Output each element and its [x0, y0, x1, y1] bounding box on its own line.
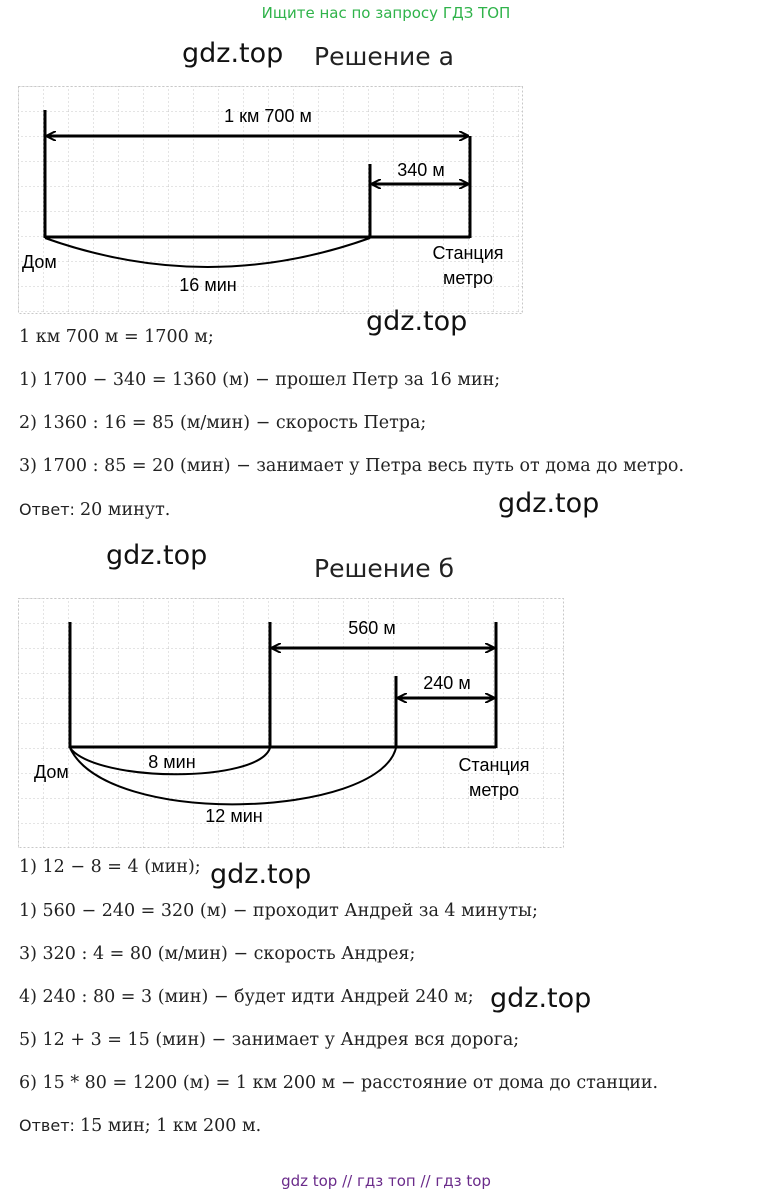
time-label: 16 мин [179, 275, 237, 295]
solution-b-line: 6) 15 * 80 = 1200 (м) = 1 км 200 м − расстояние от дома до станции. [19, 1073, 659, 1093]
answer-value: 15 мин; 1 км 200 м. [80, 1116, 262, 1136]
twelve-min-label: 12 мин [205, 806, 263, 826]
solution-b-line: 4) 240 : 80 = 3 (мин) − будет идти Андрей 240 м; [19, 987, 474, 1007]
solution-b-title: Решение б [314, 554, 455, 583]
station-label: Станция [458, 755, 530, 775]
solution-a-line: 2) 1360 : 16 = 85 (м/мин) − скорость Петра; [19, 413, 427, 433]
grid-background [18, 598, 564, 848]
solution-a-answer [19, 500, 170, 520]
answer-prefix: Ответ: [19, 1116, 75, 1135]
watermark: gdz.top [106, 540, 208, 571]
watermark: gdz.top [490, 983, 592, 1014]
eight-min-label: 8 мин [148, 752, 196, 772]
home-label: Дом [34, 762, 69, 782]
distance-560-label: 560 м [348, 618, 396, 638]
solution-a-line: 1) 1700 − 340 = 1360 (м) − прошел Петр за 16 мин; [19, 370, 501, 390]
watermark: gdz.top [498, 488, 600, 519]
solution-a-title: Решение а [314, 42, 454, 71]
diagram-a [18, 86, 523, 314]
solution-b-line: 1) 12 − 8 = 4 (мин); [19, 857, 201, 877]
solution-b-line: 5) 12 + 3 = 15 (мин) − занимает у Андрея вся дорога; [19, 1030, 520, 1050]
answer-value: 20 минут. [80, 500, 171, 520]
diagram-b [18, 598, 564, 848]
station-label: Станция [432, 243, 504, 263]
total-distance-label: 1 км 700 м [224, 106, 312, 126]
station-label-2: метро [442, 268, 494, 288]
solution-b-line: 1) 560 − 240 = 320 (м) − проходит Андрей за 4 минуты; [19, 901, 538, 921]
station-label-2: метро [468, 780, 520, 800]
answer-prefix: Ответ: [19, 500, 75, 519]
part-distance-label: 340 м [397, 160, 445, 180]
solution-b-line: 3) 320 : 4 = 80 (м/мин) − скорость Андрея; [19, 944, 416, 964]
footer-links[interactable]: gdz top // гдз топ // гдз top [281, 1172, 491, 1190]
solution-a-line: 3) 1700 : 85 = 20 (мин) − занимает у Петра весь путь от дома до метро. [19, 456, 685, 476]
distance-240-label: 240 м [423, 673, 471, 693]
watermark: gdz.top [182, 38, 284, 69]
watermark: gdz.top [210, 859, 312, 890]
search-banner[interactable]: Ищите нас по запросу ГДЗ ТОП [261, 4, 511, 22]
home-label: Дом [22, 252, 57, 272]
watermark: gdz.top [366, 306, 468, 337]
solution-b-answer [19, 1116, 261, 1136]
solution-a-line: 1 км 700 м = 1700 м; [19, 327, 214, 347]
